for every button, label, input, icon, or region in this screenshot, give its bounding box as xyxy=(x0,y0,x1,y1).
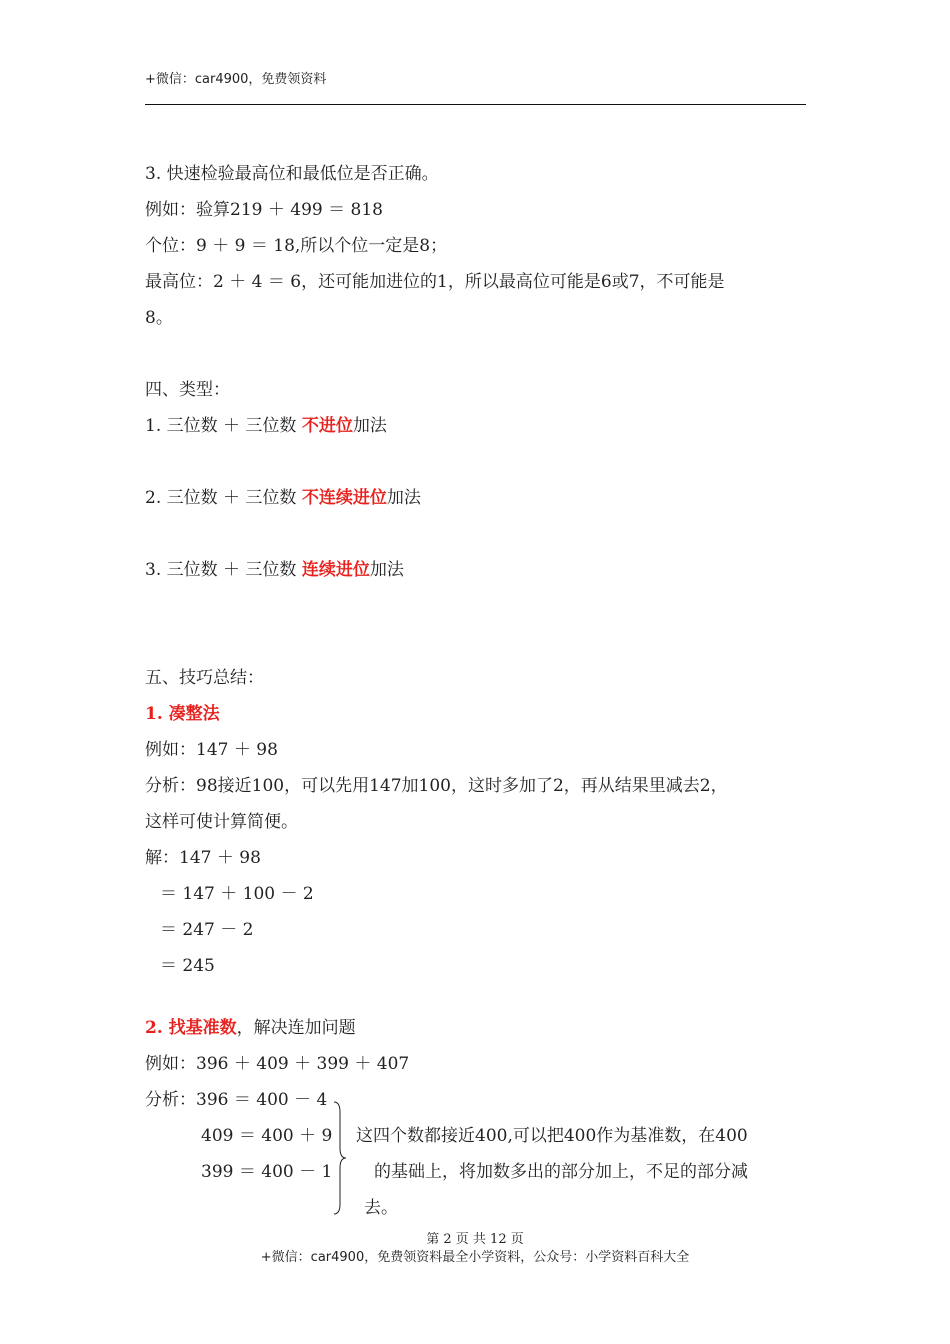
tip1-example: 例如：147 ＋ 98 xyxy=(145,740,278,760)
types-heading: 四、类型： xyxy=(145,380,230,400)
type-item-emphasis: 连续进位 xyxy=(301,560,370,580)
section3-highest-2: 8。 xyxy=(145,308,173,328)
tip2-note-3: 去。 xyxy=(364,1198,398,1218)
footer-ad: +微信：car4900，免费领资料最全小学资料，公众号：小学资料百科大全 xyxy=(260,1250,690,1265)
type-item-prefix: 3. 三位数 ＋ 三位数 xyxy=(145,560,302,580)
section3-highest-1: 最高位：2 ＋ 4 ＝ 6，还可能加进位的1，所以最高位可能是6或7，不可能是 xyxy=(145,272,725,292)
tip1-solution-2: ＝ 147 ＋ 100 － 2 xyxy=(160,884,314,904)
type-item-emphasis: 不进位 xyxy=(301,416,353,436)
type-item-emphasis: 不连续进位 xyxy=(301,488,387,508)
section3-title: 3. 快速检验最高位和最低位是否正确。 xyxy=(145,164,439,184)
tip1-analysis-1: 分析：98接近100，可以先用147加100，这时多加了2，再从结果里减去2， xyxy=(145,776,728,796)
tip2-title xyxy=(145,1016,356,1040)
section3-ones: 个位：9 ＋ 9 ＝ 18,所以个位一定是8； xyxy=(145,236,448,256)
type-item-prefix: 2. 三位数 ＋ 三位数 xyxy=(145,488,302,508)
page-number: 第 2 页 共 12 页 xyxy=(426,1232,524,1247)
brace-icon xyxy=(328,1100,352,1216)
tips-heading: 五、技巧总结： xyxy=(145,668,264,688)
header-divider xyxy=(145,104,806,105)
type-item-1 xyxy=(145,414,387,438)
tip2-analysis-1: 分析：396 ＝ 400 － 4 xyxy=(145,1090,328,1110)
tip2-title-emphasis: 2. 找基准数 xyxy=(145,1018,237,1038)
tip1-solution-3: ＝ 247 － 2 xyxy=(160,920,254,940)
tip1-analysis-2: 这样可使计算简便。 xyxy=(145,812,298,832)
tip2-note-1: 这四个数都接近400,可以把400作为基准数，在400 xyxy=(356,1126,748,1146)
tip2-title-suffix: ，解决连加问题 xyxy=(236,1018,356,1038)
type-item-2 xyxy=(145,486,421,510)
type-item-prefix: 1. 三位数 ＋ 三位数 xyxy=(145,416,302,436)
type-item-3 xyxy=(145,558,404,582)
tip1-solution-4: ＝ 245 xyxy=(160,956,215,976)
type-item-suffix: 加法 xyxy=(369,560,404,580)
tip1-solution-1: 解：147 ＋ 98 xyxy=(145,848,261,868)
tip2-example: 例如：396 ＋ 409 ＋ 399 ＋ 407 xyxy=(145,1054,410,1074)
tip1-title: 1. 凑整法 xyxy=(145,704,220,724)
tip2-note-2: 的基础上，将加数多出的部分加上，不足的部分减 xyxy=(374,1162,748,1182)
section3-example: 例如：验算219 ＋ 499 ＝ 818 xyxy=(145,200,383,220)
tip2-analysis-2: 409 ＝ 400 ＋ 9 xyxy=(201,1126,333,1146)
type-item-suffix: 加法 xyxy=(352,416,387,436)
header-text: +微信：car4900，免费领资料 xyxy=(145,72,327,87)
type-item-suffix: 加法 xyxy=(386,488,421,508)
tip2-analysis-3: 399 ＝ 400 － 1 xyxy=(201,1162,333,1182)
